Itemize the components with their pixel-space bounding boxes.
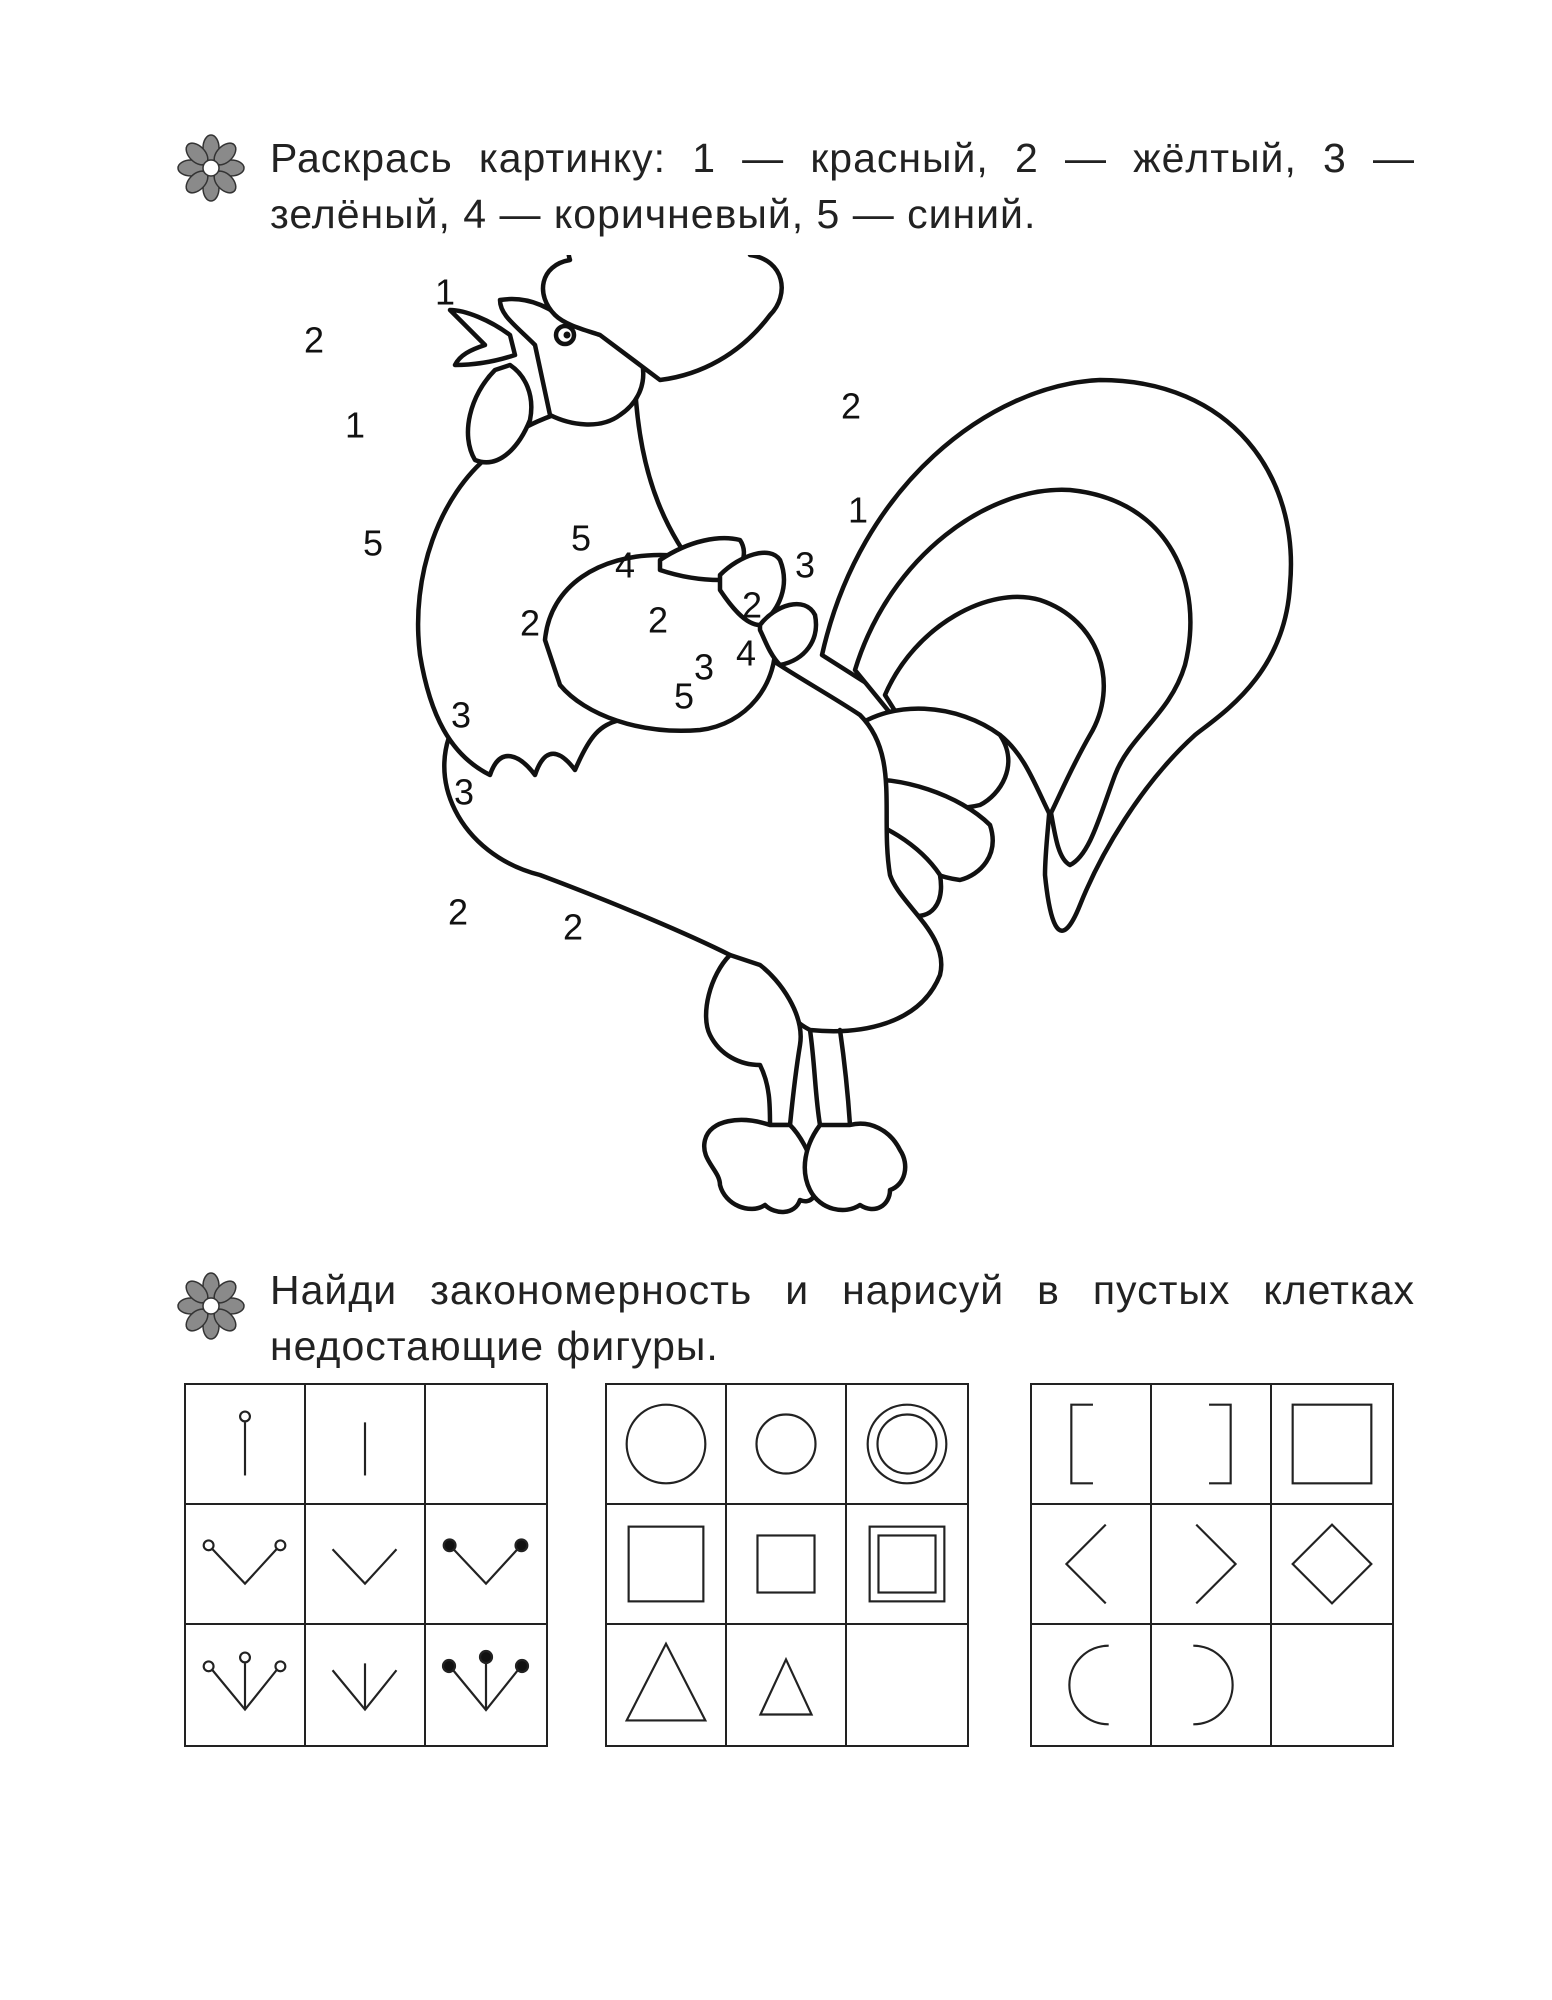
- square-double-cell: [847, 1505, 967, 1625]
- circle-small-cell: [727, 1385, 847, 1505]
- square-small-cell: [727, 1505, 847, 1625]
- label-beak: 2: [303, 319, 325, 361]
- label-wing: 2: [519, 602, 541, 644]
- task-1: [175, 130, 1415, 242]
- label-feather-a: 5: [570, 517, 592, 559]
- label-left-foot: 2: [447, 891, 469, 933]
- stick-cell: [306, 1385, 426, 1505]
- square-cell: [1272, 1385, 1392, 1505]
- bracket-right-cell: [1152, 1385, 1272, 1505]
- label-tail-outer: 2: [840, 385, 862, 427]
- label-feather-c: 2: [647, 599, 669, 641]
- right-leg: [810, 1030, 850, 1125]
- bracket-left-cell: [1032, 1385, 1152, 1505]
- label-tail-feather-d: 5: [673, 675, 695, 717]
- arc-left-cell: [1032, 1625, 1152, 1745]
- rooster-picture: [300, 255, 1300, 1245]
- triangle-small-cell: [727, 1625, 847, 1745]
- label-neck: 5: [362, 522, 384, 564]
- square-large-cell: [607, 1505, 727, 1625]
- flower-icon: [175, 132, 247, 204]
- triangle-large-cell: [607, 1625, 727, 1745]
- v-cell: [306, 1505, 426, 1625]
- angle-left-cell: [1032, 1505, 1152, 1625]
- shapes-grid: [605, 1383, 969, 1747]
- label-leg: 3: [453, 771, 475, 813]
- empty-cell[interactable]: [847, 1625, 967, 1745]
- label-right-foot: 2: [562, 906, 584, 948]
- angle-right-cell: [1152, 1505, 1272, 1625]
- label-comb: 1: [434, 271, 456, 313]
- trident-hollow-dots-cell: [186, 1625, 306, 1745]
- label-tail-feather-a: 2: [741, 584, 763, 626]
- label-wattle: 1: [344, 404, 366, 446]
- right-foot: [805, 1124, 905, 1210]
- label-tail-feather-c: 3: [693, 646, 715, 688]
- label-feather-b: 4: [614, 544, 636, 586]
- label-tail-middle: 1: [847, 489, 869, 531]
- halves-grid: [1030, 1383, 1394, 1747]
- label-belly: 3: [450, 694, 472, 736]
- empty-cell[interactable]: [1272, 1625, 1392, 1745]
- flower-icon: [175, 1270, 247, 1342]
- v-hollow-dots-cell: [186, 1505, 306, 1625]
- trident-cell: [306, 1625, 426, 1745]
- label-tail-inner: 3: [794, 544, 816, 586]
- task-2: [175, 1262, 1415, 1374]
- trident-filled-dots-cell: [426, 1625, 546, 1745]
- arc-right-cell: [1152, 1625, 1272, 1745]
- stick-hollow-top-cell: [186, 1385, 306, 1505]
- empty-cell[interactable]: [426, 1385, 546, 1505]
- circle-double-cell: [847, 1385, 967, 1505]
- label-tail-feather-b: 4: [735, 632, 757, 674]
- circle-large-cell: [607, 1385, 727, 1505]
- left-foot: [704, 1120, 816, 1212]
- task-2-instruction: Найди закономерность и нарисуй в пустых клетках недостающие фигуры.: [270, 1267, 1415, 1369]
- diamond-cell: [1272, 1505, 1392, 1625]
- task-1-instruction: Раскрась картинку: 1 — красный, 2 — жёлтый, 3 — зелёный, 4 — коричневый, 5 — синий.: [270, 135, 1415, 237]
- rooster-pupil: [564, 332, 571, 339]
- lines-grid: [184, 1383, 548, 1747]
- v-filled-dots-cell: [426, 1505, 546, 1625]
